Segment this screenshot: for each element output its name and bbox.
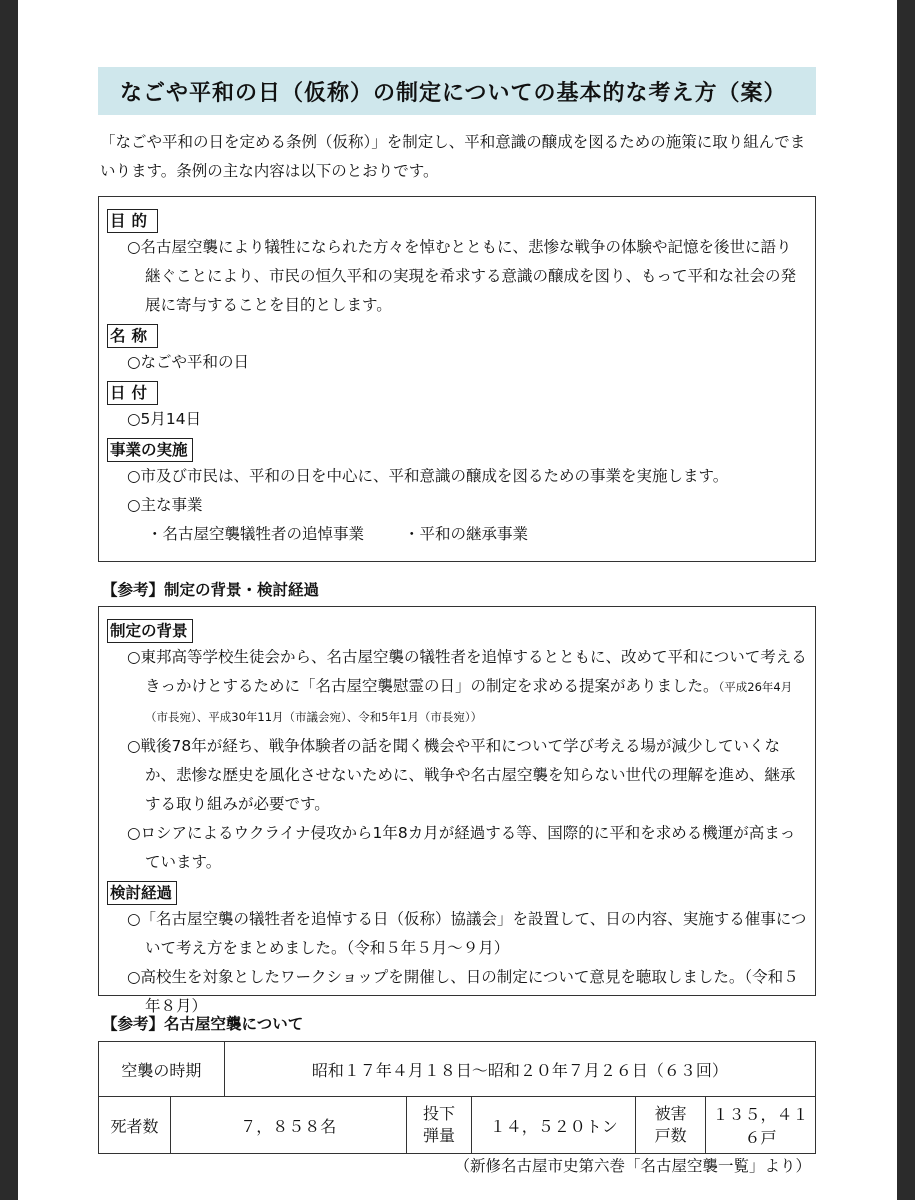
review-item-1: ○「名古屋空襲の犠牲者を追悼する日（仮称）協議会」を設置して、日の内容、実施する催事について考え方をまとめました。（令和５年５月～９月） <box>127 910 807 957</box>
period-label-cell: 空襲の時期 <box>99 1042 225 1097</box>
period-value-cell: 昭和１７年４月１８日～昭和２０年７月２６日（６３回） <box>224 1042 815 1097</box>
air-raid-table <box>98 1041 816 1154</box>
background-item-1-text: ○東邦高等学校生徒会から、名古屋空襲の犠牲者を追悼するとともに、改めて平和について考えるきっかけとするために「名古屋空襲慰霊の日」の制定を求める提案がありました。 <box>127 648 807 695</box>
source-note: （新修名古屋市史第六巻「名古屋空襲一覧」より） <box>454 1157 811 1175</box>
damage-label-line-1: 被害 <box>654 1104 687 1123</box>
list-item: ・名古屋空襲犠牲者の追悼事業 <box>147 525 365 543</box>
left-dark-edge <box>0 0 18 1200</box>
background-review-box <box>98 606 816 1015</box>
deaths-value-cell: ７，８５８名 <box>170 1097 406 1154</box>
project-label: 事業の実施 <box>107 438 193 462</box>
bombs-value-cell: １４，５２０トン <box>472 1097 636 1154</box>
background-item-1-note: （平成26年4月（市長宛）、平成30年11月（市議会宛）、令和5年1月（市長宛）） <box>145 680 793 724</box>
ordinance-summary-box <box>98 196 816 562</box>
background-label: 制定の背景 <box>107 619 193 643</box>
damage-value-cell: １３５，４１６戸 <box>706 1097 816 1154</box>
page-title <box>98 67 816 115</box>
document-page <box>18 0 897 1200</box>
date-label: 日付 <box>107 381 158 405</box>
review-label: 検討経過 <box>107 881 177 905</box>
reference-heading-air-raid: 【参考】名古屋空襲について <box>102 1015 304 1033</box>
reference-heading-background: 【参考】制定の背景・検討経過 <box>102 581 320 599</box>
damage-label-line-2: 戸数 <box>654 1126 687 1145</box>
table-row <box>99 1042 816 1097</box>
table-row <box>99 1097 816 1154</box>
bombs-label-line-1: 投下 <box>422 1104 455 1123</box>
bombs-label-line-2: 弾量 <box>422 1126 455 1145</box>
name-text: ○なごや平和の日 <box>127 353 250 371</box>
right-dark-edge <box>897 0 915 1200</box>
bombs-label-cell <box>406 1097 472 1154</box>
background-item-1 <box>125 643 807 732</box>
review-item-2: ○高校生を対象としたワークショップを開催し、日の制定について意見を聴取しました。（令和５年８月） <box>127 968 799 1015</box>
project-text: ○市及び市民は、平和の日を中心に、平和意識の醸成を図るための事業を実施します。 <box>127 467 729 485</box>
date-text: ○5月14日 <box>127 410 202 428</box>
main-projects-text: ○主な事業 <box>127 496 203 514</box>
purpose-label: 目的 <box>107 209 158 233</box>
background-item-3: ○ロシアによるウクライナ侵攻から1年8カ月が経過する等、国際的に平和を求める機運が高まっています。 <box>127 824 796 871</box>
damage-label-cell <box>636 1097 706 1154</box>
deaths-label-cell: 死者数 <box>99 1097 171 1154</box>
list-item: ・平和の継承事業 <box>404 525 529 543</box>
intro-paragraph: 「なごや平和の日を定める条例（仮称）」を制定し、平和意識の醸成を図るための施策に取り組んでまいります。条例の主な内容は以下のとおりです。 <box>100 133 806 180</box>
purpose-text: ○名古屋空襲により犠牲になられた方々を悼むとともに、悲惨な戦争の体験や記憶を後世に語り継ぐことにより、市民の恒久平和の実現を希求する意識の醸成を図り、もって平和な社会の発展に寄与することを目的とします。 <box>127 238 797 314</box>
main-projects-list <box>107 520 807 549</box>
name-label: 名称 <box>107 324 158 348</box>
title-text: なごや平和の日（仮称）の制定についての基本的な考え方（案） <box>120 80 787 106</box>
background-item-2: ○戦後78年が経ち、戦争体験者の話を聞く機会や平和について学び考える場が減少していくなか、悲惨な歴史を風化させないために、戦争や名古屋空襲を知らない世代の理解を進め、継承する取り組みが必要です。 <box>127 737 796 813</box>
